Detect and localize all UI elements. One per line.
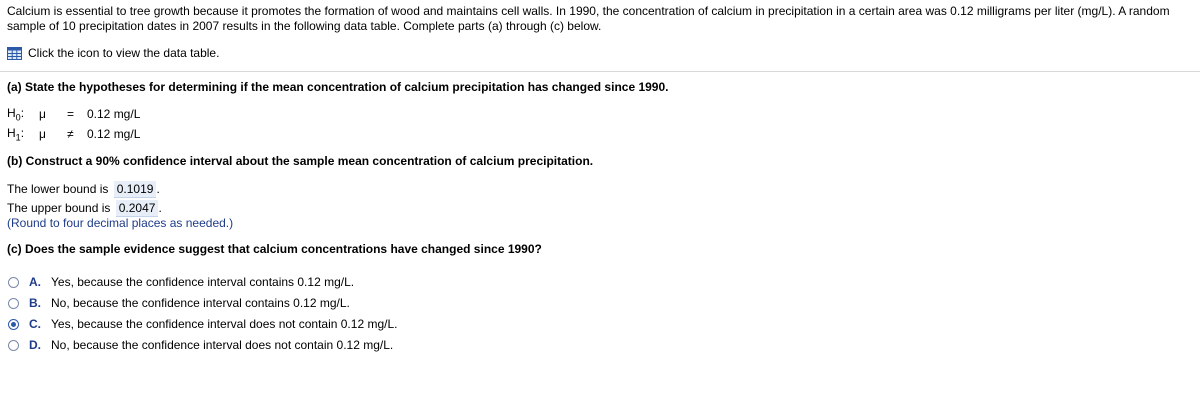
option-c-radio[interactable] [8, 319, 19, 330]
option-a-letter: A. [29, 275, 41, 289]
option-b-text[interactable]: No, because the confidence interval contains 0.12 mg/L. [51, 296, 350, 310]
null-hypothesis-operator[interactable]: = [67, 107, 75, 122]
option-b-letter: B. [29, 296, 41, 310]
null-hypothesis-label: $H_0$: [7, 106, 25, 123]
data-table-link-label[interactable]: Click the icon to view the data table. [28, 46, 220, 60]
problem-intro: Calcium is essential to tree growth because it promotes the formation of wood and maintains cell walls. In 1990, the concentration of calcium in precipitation in a certain area was 0.12 milligrams per liter (mg/L). A random sample of 10 precipitation dates in 2007 results in the following data table. Complete parts (a) through (c) below. [7, 4, 1170, 33]
option-a-text[interactable]: Yes, because the confidence interval contains 0.12 mg/L. [51, 275, 355, 289]
alternative-hypothesis-value[interactable]: 0.12 mg/L [87, 127, 141, 142]
option-b[interactable] [8, 296, 350, 310]
null-hypothesis-row [7, 106, 140, 122]
alternative-hypothesis-label: $H_1$: [7, 126, 25, 143]
null-hypothesis-value[interactable]: 0.12 mg/L [87, 107, 141, 122]
option-a-radio[interactable] [8, 277, 19, 288]
divider [0, 71, 1200, 72]
option-b-radio[interactable] [8, 298, 19, 309]
alternative-hypothesis-parameter[interactable]: μ [39, 127, 46, 142]
part-c-prompt: (c) Does the sample evidence suggest that calcium concentrations have changed since 1990? [7, 242, 542, 256]
option-d-text[interactable]: No, because the confidence interval does not contain 0.12 mg/L. [51, 338, 394, 352]
option-c-letter: C. [29, 317, 41, 331]
table-grid-icon[interactable] [7, 47, 22, 60]
upper-bound-answer[interactable]: 0.2047 [116, 200, 159, 217]
alternative-hypothesis-operator[interactable]: ≠ [67, 127, 74, 142]
part-b-prompt: (b) Construct a 90% confidence interval about the sample mean concentration of calcium precipitation. [7, 154, 594, 168]
option-c[interactable] [8, 317, 397, 331]
data-table-link[interactable] [7, 46, 219, 60]
lower-bound-answer[interactable]: 0.1019 [114, 181, 157, 198]
lower-bound-label: The lower bound is [7, 182, 109, 196]
alternative-hypothesis-row [7, 126, 140, 142]
option-d-radio[interactable] [8, 340, 19, 351]
null-hypothesis-parameter[interactable]: μ [39, 107, 46, 122]
lower-bound-row: The lower bound is 0.1019 . [7, 182, 160, 196]
option-a[interactable] [8, 275, 354, 289]
option-d[interactable] [8, 338, 393, 352]
upper-bound-row: The upper bound is 0.2047 . [7, 201, 162, 215]
option-d-letter: D. [29, 338, 41, 352]
part-a-prompt: (a) State the hypotheses for determining if the mean concentration of calcium precipitation has changed since 1990. [7, 80, 669, 94]
upper-bound-label: The upper bound is [7, 201, 111, 215]
rounding-note: (Round to four decimal places as needed.) [7, 216, 234, 230]
option-c-text[interactable]: Yes, because the confidence interval does not contain 0.12 mg/L. [51, 317, 398, 331]
